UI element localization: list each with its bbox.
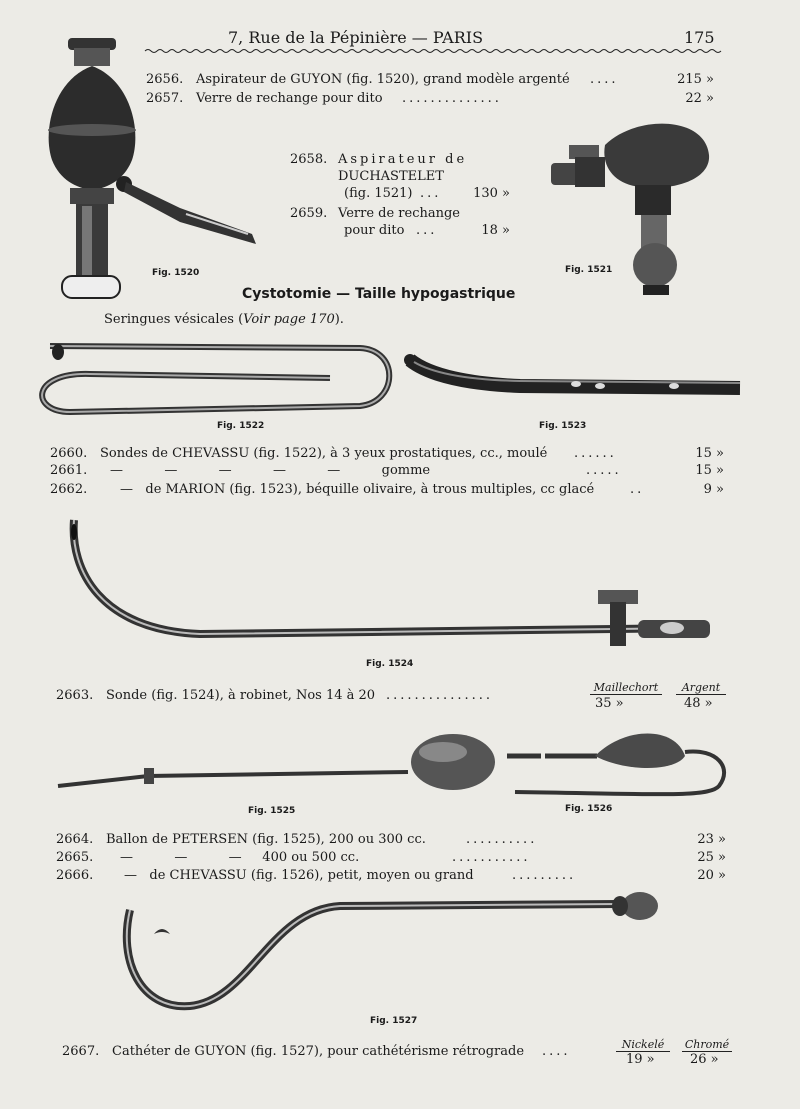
leader-dots: ..... [586,463,622,478]
item-desc-2659-line3: pour dito [344,223,405,238]
seringues-line [104,312,344,327]
item-desc-2657: Verre de rechange pour dito [196,91,383,106]
figure-1525-ballon-engraving [58,730,498,794]
figure-1526-ballon-engraving [505,722,735,808]
item-desc-2665: — — — 400 ou 500 cc. [120,850,360,865]
item-desc-2666: — de CHEVASSU (fig. 1526), petit, moyen ou grand [124,868,474,883]
figure-1523-sonde-engraving [400,350,740,398]
item-desc-2662: — de MARION (fig. 1523), béquille olivaire, à trous multiples, cc glacé [120,482,595,497]
item-number-2659: 2659. [290,206,328,221]
col-header-nickele: Nickelé [616,1038,670,1052]
item-price-2664: 23 » [697,832,726,847]
item-desc-2664: Ballon de PETERSEN (fig. 1525), 200 ou 300 cc. [106,832,426,847]
figure-caption-1522: Fig. 1522 [217,421,265,431]
figure-caption-1523: Fig. 1523 [539,421,587,431]
item-price-2663-maillechort: 35 » [595,696,624,711]
item-price-2663-argent: 48 » [684,696,713,711]
seringues-close: ). [334,312,344,327]
section-title: Cystotomie — Taille hypogastrique [242,286,516,302]
item-desc-2658-line1: Aspirateur de [338,152,468,167]
item-number-2658: 2658. [290,152,328,167]
col-header-argent: Argent [676,681,726,695]
figure-1522-sonde-engraving [30,338,400,420]
item-price-2666: 20 » [697,868,726,883]
figure-1520-aspirator-engraving [40,30,270,305]
item-number-2656: 2656. [146,72,184,87]
leader-dots: .... [542,1044,571,1059]
item-price-2667-nickele: 19 » [626,1052,655,1067]
header-address: 7, Rue de la Pépinière — PARIS [228,28,484,47]
item-number-2661: 2661. [50,463,88,478]
item-price-2658: 130 » [473,186,510,201]
item-desc-2656: Aspirateur de GUYON (fig. 1520), grand modèle argenté [196,72,570,87]
item-number-2665: 2665. [56,850,94,865]
leader-dots: ... [420,186,442,201]
figure-caption-1525: Fig. 1525 [248,806,296,816]
item-price-2659: 18 » [481,223,510,238]
leader-dots: .. [630,482,645,497]
item-price-2662: 9 » [703,482,724,497]
figure-caption-1527: Fig. 1527 [370,1016,418,1026]
item-desc-2663: Sonde (fig. 1524), à robinet, Nos 14 à 20 [106,688,376,703]
leader-dots: .......... [466,832,538,847]
item-desc-2659-line1: Verre de rechange [338,206,460,221]
item-price-2661: 15 » [695,463,724,478]
leader-dots: ............... [386,688,493,703]
item-number-2660: 2660. [50,446,88,461]
leader-dots: ......... [512,868,577,883]
item-desc-2658-line3: (fig. 1521) [344,186,413,201]
seringues-page-ref: Voir page 170 [243,312,335,327]
leader-dots: ... [416,223,438,238]
item-number-2666: 2666. [56,868,94,883]
seringues-text: Seringues vésicales ( [104,312,244,327]
item-number-2667: 2667. [62,1044,100,1059]
item-number-2663: 2663. [56,688,94,703]
item-desc-2667: Cathéter de GUYON (fig. 1527), pour cathétérisme rétrograde [112,1044,525,1059]
page-number: 175 [684,28,715,47]
figure-1524-sonde-robinet-engraving [60,510,720,650]
figure-caption-1520: Fig. 1520 [152,268,200,278]
item-price-2657: 22 » [685,91,714,106]
leader-dots: ........... [452,850,531,865]
item-number-2662: 2662. [50,482,88,497]
leader-dots: .... [590,72,619,87]
item-price-2665: 25 » [697,850,726,865]
item-desc-2658-line2: DUCHASTELET [338,169,444,184]
figure-caption-1526: Fig. 1526 [565,804,613,814]
figure-caption-1524: Fig. 1524 [366,659,414,669]
item-price-2667-chrome: 26 » [690,1052,719,1067]
item-desc-2660: Sondes de CHEVASSU (fig. 1522), à 3 yeux prostatiques, cc., moulé [100,446,548,461]
leader-dots: .............. [402,91,502,106]
item-number-2664: 2664. [56,832,94,847]
col-header-maillechort: Maillechort [590,681,662,695]
leader-dots: ...... [574,446,617,461]
item-price-2656: 215 » [677,72,714,87]
item-number-2657: 2657. [146,91,184,106]
item-desc-2661: — — — — — gomme [110,463,431,478]
figure-1527-catheter-engraving [120,890,665,1020]
figure-1521-aspirator-engraving [545,115,715,305]
figure-caption-1521: Fig. 1521 [565,265,613,275]
item-price-2660: 15 » [695,446,724,461]
col-header-chrome: Chromé [682,1038,732,1052]
